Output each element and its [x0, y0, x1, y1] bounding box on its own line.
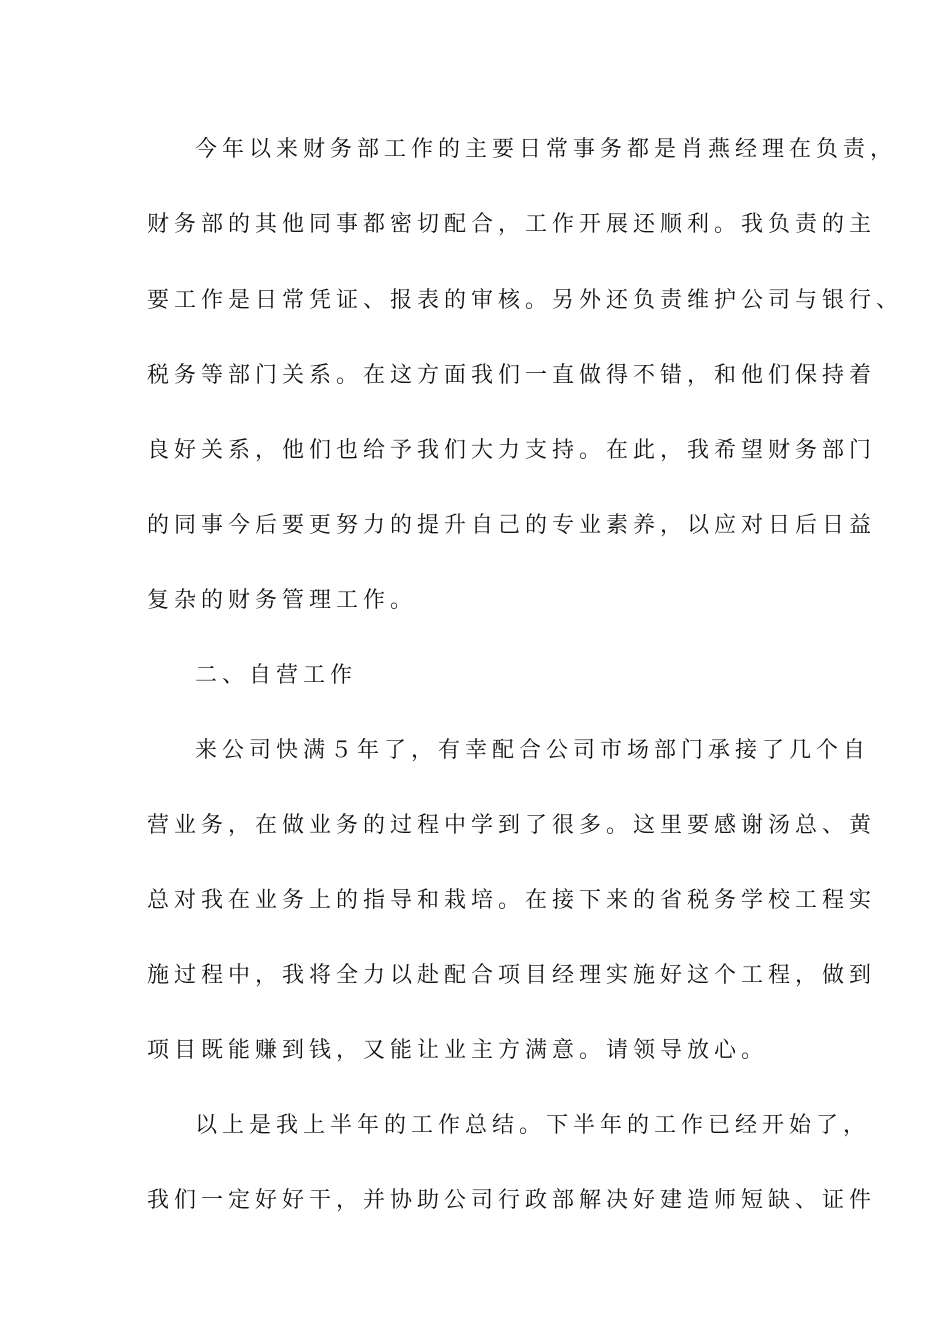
paragraph-1-line-3: 要工作是日常凭证、报表的审核。另外还负责维护公司与银行、	[147, 288, 904, 313]
paragraph-1-line-6: 的同事今后要更努力的提升自己的专业素养，以应对日后日益	[147, 513, 877, 538]
paragraph-2-line-4: 施过程中，我将全力以赴配合项目经理实施好这个工程，做到	[147, 963, 877, 988]
paragraph-1-line-5: 良好关系，他们也给予我们大力支持。在此，我希望财务部门	[147, 438, 877, 463]
paragraph-2-line-5: 项目既能赚到钱，又能让业主方满意。请领导放心。	[147, 1038, 769, 1063]
paragraph-2-line-3: 总对我在业务上的指导和栽培。在接下来的省税务学校工程实	[147, 888, 877, 913]
paragraph-1-line-4: 税务等部门关系。在这方面我们一直做得不错，和他们保持着	[147, 363, 877, 388]
paragraph-1-line-2: 财务部的其他同事都密切配合，工作开展还顺利。我负责的主	[147, 212, 877, 237]
paragraph-2-line-2: 营业务，在做业务的过程中学到了很多。这里要感谢汤总、黄	[147, 813, 877, 838]
paragraph-1-line-1: 今年以来财务部工作的主要日常事务都是肖燕经理在负责，	[195, 137, 898, 162]
paragraph-2-line-1: 来公司快满５年了，有幸配合公司市场部门承接了几个自	[195, 738, 871, 763]
paragraph-3-line-2: 我们一定好好干，并协助公司行政部解决好建造师短缺、证件	[147, 1188, 877, 1213]
section-heading: 二、自营工作	[195, 663, 358, 688]
paragraph-1-line-7: 复杂的财务管理工作。	[147, 588, 418, 613]
paragraph-3-line-1: 以上是我上半年的工作总结。下半年的工作已经开始了，	[195, 1113, 871, 1138]
